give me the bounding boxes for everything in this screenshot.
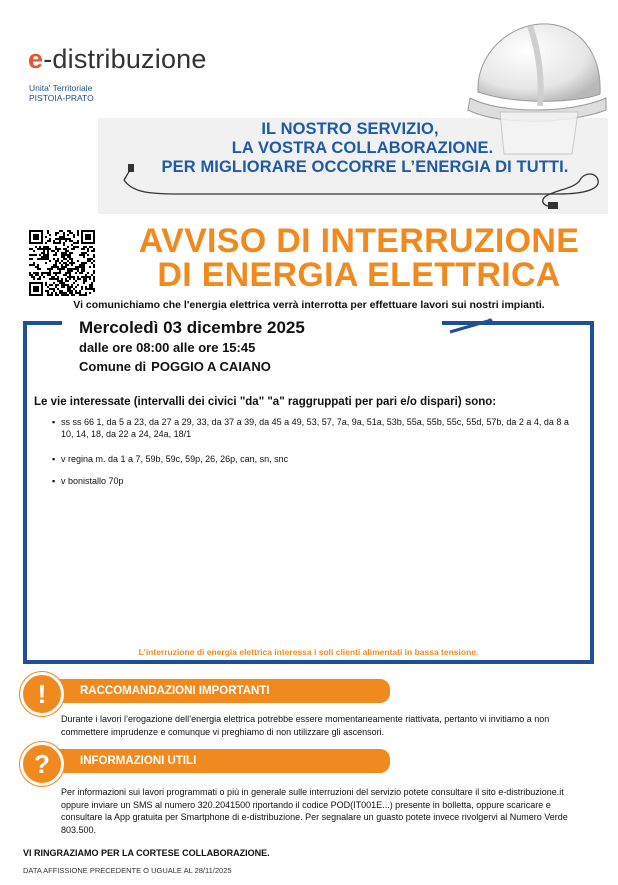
posting-date: DATA AFFISSIONE PRECEDENTE O UGUALE AL 28/11/2025 <box>23 866 232 875</box>
question-icon: ? <box>20 742 64 786</box>
recommendations-heading: RACCOMANDAZIONI IMPORTANTI <box>58 679 390 703</box>
unit-name: PISTOIA-PRATO <box>29 93 94 103</box>
power-plug-icon <box>118 160 608 216</box>
qr-code-icon <box>29 230 95 296</box>
thanks-text: VI RINGRAZIAMO PER LA CORTESE COLLABORAZIONE. <box>23 848 270 858</box>
pole-icon <box>448 318 496 334</box>
streets-heading: Le vie interessate (intervalli dei civici "da" "a" raggruppati per pari e/o dispari) sono: <box>34 396 497 408</box>
street-list-item: ▪ ss ss 66 1, da 5 a 23, da 27 a 29, 33, da 37 a 39, da 45 a 49, 53, 57, 7a, 9a, 51a, 53b, 55a, 55b, 55c, 55d, 57b, da 2 a 4, da 8 a 10, 14, 18, da 22 a 24, 24a, 18/1 <box>52 417 569 439</box>
low-voltage-note: L'interruzione di energia elettrica interessa i soli clienti alimentati in bassa tensione. <box>138 647 479 657</box>
territorial-unit <box>29 83 94 103</box>
street-list-item: ▪ v bonistallo 70p <box>52 476 124 486</box>
notice-title: AVVISO DI INTERRUZIONE DI ENERGIA ELETTRICA <box>138 222 580 294</box>
company-logo: e-distribuzione <box>28 44 207 74</box>
intro-text: Vi comunichiamo che l'energia elettrica verrà interrotta per effettuare lavori sui nostri impianti. <box>73 299 545 311</box>
municipality: Comune di POGGIO A CAIANO <box>79 359 271 374</box>
info-heading: INFORMAZIONI UTILI <box>58 749 390 773</box>
info-text: Per informazioni sui lavori programmati o più in generale sulle interruzioni del servizio potete consultare il sito e-distribuzione.it oppure inviare un SMS al numero 320.2041500 riportando il codice POD(IT001E...) presente in bolletta, oppure scaricare e consultare la App gratuita per Smartphone di e-distribuzione. Per segnalare un guasto potete invece rivolgervi al Numero Verde 803.500. <box>61 787 568 835</box>
recommendations-text: Durante i lavori l’erogazione dell’energia elettrica potrebbe essere momentaneamente riattivata, pertanto vi invitiamo a non commettere imprudenze e comunque vi preghiamo di non utilizzare gli ascensori. <box>61 714 550 737</box>
unit-label: Unita' Territoriale <box>29 83 93 93</box>
warning-icon: ! <box>20 672 64 716</box>
outage-date: Mercoledì 03 dicembre 2025 <box>79 318 305 337</box>
street-list-item: ▪ v regina m. da 1 a 7, 59b, 59c, 59p, 26, 26p, can, sn, snc <box>52 454 289 464</box>
outage-hours: dalle ore 08:00 alle ore 15:45 <box>79 340 256 355</box>
slogan: IL NOSTRO SERVIZIO, LA VOSTRA COLLABORAZIONE. PER MIGLIORARE OCCORRE L’ENERGIA DI TUTTI. <box>161 120 569 176</box>
